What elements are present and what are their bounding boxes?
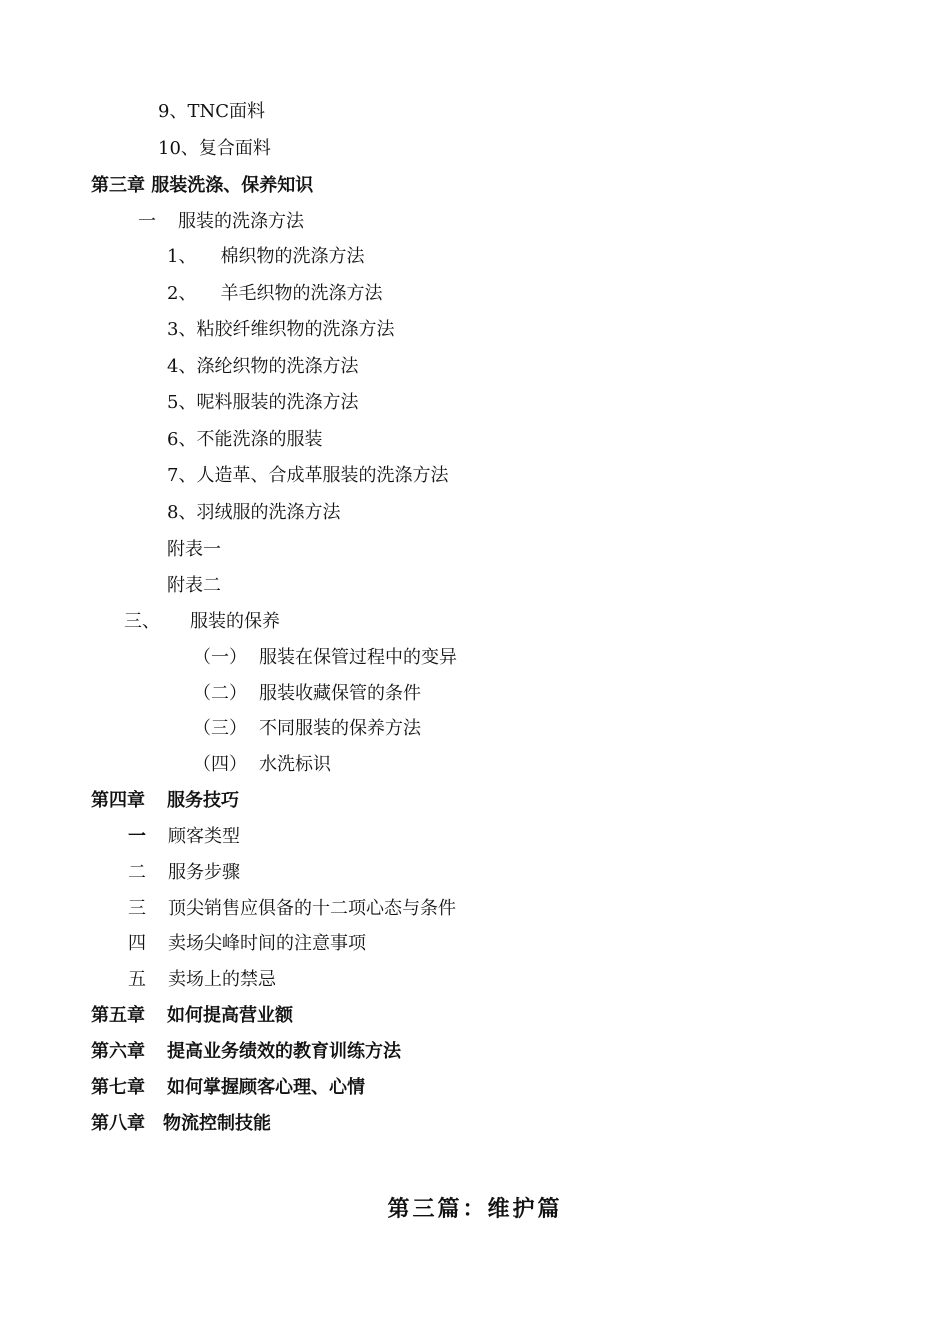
chapter-label: 如何提高营业额 [167,1005,293,1026]
section-label: 服装的洗涤方法 [178,211,304,232]
ch3-s1-item-5: 5、呢料服装的洗涤方法 [167,392,359,413]
chapter-8-heading [91,1112,271,1136]
part-3-title: 第三篇：维护篇 [387,1197,563,1222]
section-label: 顶尖销售应俱备的十二项心态与条件 [168,898,456,919]
item-number: （四） [193,754,247,775]
item-label: 羊毛织物的洗涤方法 [220,283,383,304]
section-label: 顾客类型 [168,826,240,847]
ch4-section-4 [128,932,366,956]
ch3-s1-item-6: 6、不能洗涤的服装 [167,429,323,450]
ch3-s1-item-8: 8、羽绒服的洗涤方法 [167,502,341,523]
chapter-label: 如何掌握顾客心理、心情 [167,1077,365,1098]
item-number: （二） [193,683,247,704]
ch3-s3-item-4 [193,753,331,777]
item-label: 不同服装的保养方法 [259,718,421,739]
ch3-s1-item-7: 7、人造革、合成革服装的洗涤方法 [167,465,449,486]
chapter-4-heading [91,789,239,813]
ch3-s1-item-3: 3、粘胶纤维织物的洗涤方法 [167,319,395,340]
chapter-6-heading [91,1040,401,1064]
ch3-section-3 [124,610,280,634]
item-number: （一） [193,647,247,668]
chapter-label: 服务技巧 [167,790,239,811]
section-number: 二 [128,862,146,883]
ch3-s1-item-2 [167,282,382,306]
ch4-section-5 [128,968,276,992]
chapter-5-heading [91,1004,293,1028]
section-label: 服装的保养 [190,611,280,632]
ch3-s3-item-3 [193,717,421,741]
item-number: 1、 [167,246,197,267]
chapter-7-heading [91,1076,365,1100]
item-label: 棉织物的洗涤方法 [220,246,365,267]
chapter-number: 第六章 [91,1041,145,1062]
section-number: 一 [128,826,146,847]
item-label: 服装收藏保管的条件 [259,683,421,704]
item-number: 2、 [167,283,197,304]
item-label: 水洗标识 [259,754,331,775]
ch3-s3-item-1 [193,646,457,670]
ch3-appendix-1: 附表一 [167,539,221,560]
section-number: 四 [128,933,146,954]
ch4-section-2 [128,861,240,885]
section-label: 卖场上的禁忌 [168,969,276,990]
section-number: 五 [128,969,146,990]
ch3-s1-item-1 [167,245,364,269]
chapter-number: 第五章 [91,1005,145,1026]
chapter-number: 第八章 [91,1113,145,1134]
ch3-s1-item-4: 4、涤纶织物的洗涤方法 [167,356,359,377]
chapter-label: 物流控制技能 [163,1113,271,1134]
chapter-number: 第七章 [91,1077,145,1098]
item-number: （三） [193,718,247,739]
ch3-s3-item-2 [193,682,421,706]
ch3-appendix-2: 附表二 [167,575,221,596]
section-number: 三、 [124,611,160,632]
chapter-number: 第四章 [91,790,145,811]
ch4-section-1 [128,825,240,849]
section-number: 三 [128,898,146,919]
ch4-section-3 [128,897,456,921]
toc-item-tnc-fabric: 9、TNC面料 [158,101,265,122]
item-label: 服装在保管过程中的变异 [259,647,457,668]
chapter-3-heading: 第三章 服装洗涤、保养知识 [91,175,314,196]
section-label: 卖场尖峰时间的注意事项 [168,933,366,954]
ch3-section-1 [138,210,304,234]
section-number: 一 [138,211,156,232]
toc-item-composite-fabric: 10、复合面料 [158,138,271,159]
chapter-label: 提高业务绩效的教育训练方法 [167,1041,401,1062]
section-label: 服务步骤 [168,862,240,883]
